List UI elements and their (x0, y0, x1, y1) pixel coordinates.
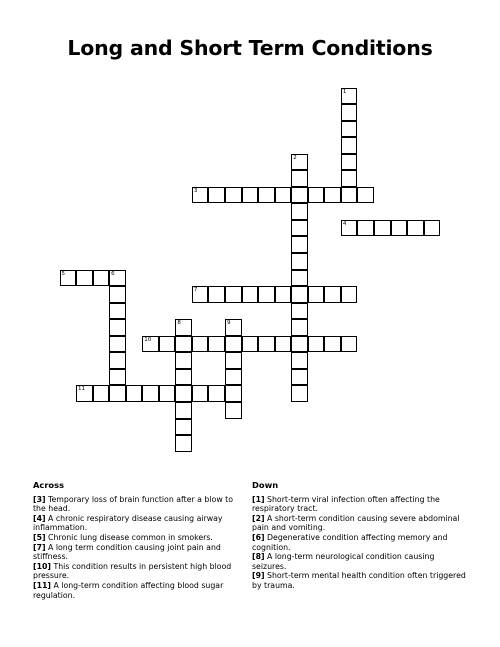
grid-cell[interactable] (192, 336, 209, 353)
grid-cell[interactable] (208, 187, 225, 204)
grid-cell[interactable] (291, 303, 308, 320)
clue-down-6 (252, 533, 467, 552)
clue-number: [4] (33, 513, 46, 523)
clue-number-label: 7 (193, 287, 198, 294)
clue-number-label: 6 (111, 270, 115, 277)
grid-cell[interactable] (208, 385, 225, 402)
grid-cell[interactable] (291, 253, 308, 270)
grid-cell[interactable] (291, 369, 308, 386)
grid-cell[interactable] (109, 303, 126, 320)
grid-cell[interactable] (291, 236, 308, 253)
grid-cell[interactable] (258, 336, 275, 353)
grid-cell[interactable] (159, 336, 176, 353)
grid-cell[interactable] (341, 170, 358, 187)
clue-number-label: 5 (61, 270, 65, 277)
clue-across-5 (33, 533, 245, 543)
grid-cell[interactable] (341, 154, 358, 171)
grid-cell[interactable] (175, 385, 192, 402)
clue-number-label: 4 (342, 220, 347, 227)
across-clue-list (33, 495, 245, 601)
grid-cell[interactable] (225, 352, 242, 369)
grid-cell[interactable] (341, 88, 358, 105)
grid-cell[interactable] (76, 270, 93, 287)
clue-number-label: 8 (177, 320, 181, 327)
grid-cell[interactable] (175, 435, 192, 452)
grid-cell[interactable] (374, 220, 391, 237)
grid-cell[interactable] (192, 385, 209, 402)
grid-cell[interactable] (109, 352, 126, 369)
grid-cell[interactable] (142, 385, 159, 402)
grid-cell[interactable] (275, 286, 292, 303)
grid-cell[interactable] (391, 220, 408, 237)
grid-cell[interactable] (109, 369, 126, 386)
clue-text: Chronic lung disease common in smokers. (45, 532, 213, 542)
grid-cell[interactable] (93, 270, 110, 287)
grid-cell[interactable] (109, 336, 126, 353)
clue-number: [2] (252, 513, 265, 523)
clue-number-label: 10 (144, 336, 152, 343)
clue-number: [1] (252, 494, 265, 504)
clue-text: A long term condition causing joint pain and stiffness. (33, 542, 221, 562)
grid-cell[interactable] (225, 369, 242, 386)
grid-cell[interactable] (242, 187, 259, 204)
grid-cell[interactable] (175, 336, 192, 353)
clue-text: This condition results in persistent high blood pressure. (33, 561, 232, 581)
grid-cell[interactable] (109, 319, 126, 336)
grid-cell[interactable] (291, 319, 308, 336)
grid-cell[interactable] (341, 187, 358, 204)
clue-text: A long-term condition affecting blood sugar regulation. (33, 580, 224, 600)
clue-number-label: 2 (293, 154, 297, 161)
grid-cell[interactable] (291, 352, 308, 369)
grid-cell[interactable] (60, 270, 77, 287)
down-clue-list (252, 495, 467, 591)
clue-number-label: 9 (227, 320, 231, 327)
clue-down-2 (252, 514, 467, 533)
grid-cell[interactable] (357, 187, 374, 204)
clue-text: A short-term condition causing severe abdominal pain and vomiting. (252, 513, 460, 533)
grid-cell[interactable] (142, 336, 159, 353)
grid-cell[interactable] (291, 220, 308, 237)
clue-number: [3] (33, 494, 46, 504)
grid-cell[interactable] (208, 286, 225, 303)
clue-down-9 (252, 571, 467, 590)
grid-cell[interactable] (291, 170, 308, 187)
grid-cell[interactable] (93, 385, 110, 402)
clue-across-3 (33, 495, 245, 514)
clue-text: Short-term viral infection often affecting the respiratory tract. (252, 494, 440, 514)
clue-number-label: 3 (193, 187, 198, 194)
clue-number: [5] (33, 532, 46, 542)
grid-cell[interactable] (175, 419, 192, 436)
grid-cell[interactable] (324, 187, 341, 204)
grid-cell[interactable] (275, 187, 292, 204)
clue-number-label: 11 (78, 386, 86, 393)
grid-cell[interactable] (192, 286, 209, 303)
grid-cell[interactable] (225, 319, 242, 336)
grid-cell[interactable] (109, 286, 126, 303)
grid-cell[interactable] (341, 336, 358, 353)
grid-cell[interactable] (275, 336, 292, 353)
grid-cell[interactable] (159, 385, 176, 402)
down-heading: Down (252, 480, 279, 490)
grid-cell[interactable] (341, 121, 358, 138)
grid-cell[interactable] (341, 104, 358, 121)
clue-number: [10] (33, 561, 51, 571)
grid-cell[interactable] (242, 336, 259, 353)
clue-number: [8] (252, 552, 265, 562)
grid-cell[interactable] (291, 154, 308, 171)
grid-cell[interactable] (308, 187, 325, 204)
grid-cell[interactable] (175, 402, 192, 419)
clue-number: [7] (33, 542, 46, 552)
grid-cell[interactable] (324, 336, 341, 353)
clue-across-10 (33, 562, 245, 581)
clue-across-4 (33, 514, 245, 533)
grid-cell[interactable] (291, 187, 308, 204)
grid-cell[interactable] (341, 137, 358, 154)
grid-cell[interactable] (324, 286, 341, 303)
clue-number: [9] (252, 571, 265, 581)
clue-number: [11] (33, 580, 51, 590)
clue-down-8 (252, 552, 467, 571)
clue-text: Temporary loss of brain function after a blow to the head. (33, 494, 233, 514)
clue-across-7 (33, 543, 245, 562)
grid-cell[interactable] (225, 402, 242, 419)
grid-cell[interactable] (225, 336, 242, 353)
clue-text: A long-term neurological condition causing seizures. (252, 552, 435, 571)
across-heading: Across (33, 480, 65, 490)
grid-cell[interactable] (357, 220, 374, 237)
clue-text: Short-term mental health condition often triggered by trauma. (252, 571, 466, 590)
clue-text: A chronic respiratory disease causing airway inflammation. (33, 513, 223, 533)
clue-down-1 (252, 495, 467, 514)
clue-text: Degenerative condition affecting memory and cognition. (252, 532, 448, 552)
grid-cell[interactable] (175, 319, 192, 336)
grid-cell[interactable] (291, 336, 308, 353)
grid-cell[interactable] (258, 286, 275, 303)
grid-cell[interactable] (341, 220, 358, 237)
clue-across-11 (33, 581, 245, 600)
grid-cell[interactable] (175, 369, 192, 386)
grid-cell[interactable] (242, 286, 259, 303)
grid-cell[interactable] (208, 336, 225, 353)
clue-number-label: 1 (342, 88, 347, 95)
grid-cell[interactable] (291, 270, 308, 287)
page-title: Long and Short Term Conditions (67, 36, 433, 60)
grid-cell[interactable] (175, 352, 192, 369)
grid-cell[interactable] (126, 385, 143, 402)
grid-cell[interactable] (291, 286, 308, 303)
grid-cell[interactable] (424, 220, 441, 237)
clue-number: [6] (252, 532, 265, 542)
grid-cell[interactable] (308, 336, 325, 353)
grid-cell[interactable] (225, 286, 242, 303)
grid-cell[interactable] (192, 187, 209, 204)
down-clues (252, 481, 467, 591)
grid-cell[interactable] (109, 270, 126, 287)
grid-cell[interactable] (258, 187, 275, 204)
grid-cell[interactable] (291, 203, 308, 220)
grid-cell[interactable] (225, 187, 242, 204)
across-clues (33, 481, 245, 600)
grid-cell[interactable] (308, 286, 325, 303)
grid-cell[interactable] (291, 385, 308, 402)
grid-cell[interactable] (109, 385, 126, 402)
grid-cell[interactable] (76, 385, 93, 402)
grid-cell[interactable] (407, 220, 424, 237)
grid-cell[interactable] (341, 286, 358, 303)
grid-cell[interactable] (225, 385, 242, 402)
